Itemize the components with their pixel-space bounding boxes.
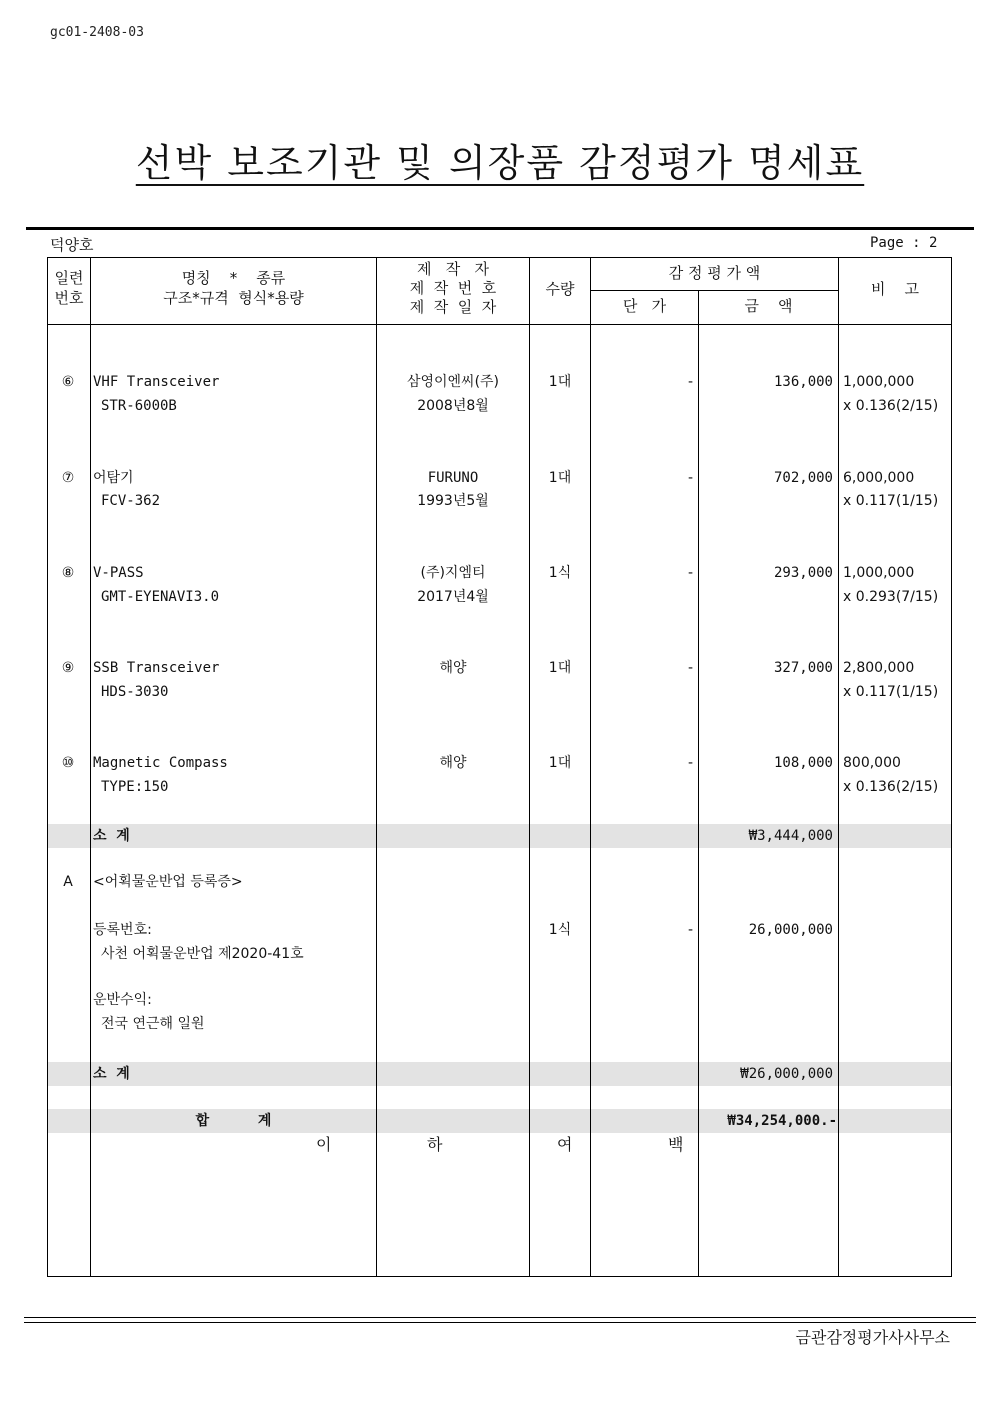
item-amount: 702,000 (773, 470, 833, 486)
item-amount: 327,000 (773, 660, 833, 676)
header-name-line1: 명칭 * 종류 (181, 269, 286, 287)
license-income-value: 전국 연근해 일원 (101, 1016, 205, 1032)
subtotal-amount: ₩3,444,000 (748, 828, 833, 844)
subtotal-label: 소 계 (93, 828, 130, 844)
item-unit-price: - (687, 660, 693, 676)
header-name (91, 268, 376, 308)
header-no-line2: 번호 (54, 289, 84, 307)
item-note-base: 1,000,000 (843, 374, 915, 390)
item-date: 2008년8월 (417, 398, 489, 414)
total-label: 합 계 (195, 1113, 272, 1129)
top-divider (26, 227, 974, 230)
item-note-rate: x 0.136(2/15) (843, 398, 939, 414)
item-unit-price: - (687, 755, 693, 771)
row-number: ⑥ (61, 374, 75, 390)
subtotal-label: 소 계 (93, 1066, 130, 1082)
header-maker-line1: 제 작 자 (416, 260, 490, 278)
item-unit-price: - (687, 565, 693, 581)
header-no-line1: 일련 (54, 269, 84, 287)
item-spec: GMT-EYENAVI3.0 (101, 589, 220, 605)
item-note-base: 800,000 (843, 755, 901, 771)
below-mark-2: 하 (427, 1135, 443, 1154)
license-reg-label: 등록번호: (93, 922, 152, 938)
header-maker-line2: 제 작 번 호 (409, 279, 497, 297)
header-unit-price: 단 가 (622, 297, 667, 315)
item-name: VHF Transceiver (93, 374, 220, 390)
item-spec: STR-6000B (101, 398, 177, 414)
item-name: V-PASS (93, 565, 144, 581)
item-note-rate: x 0.293(7/15) (843, 589, 939, 605)
item-note-base: 1,000,000 (843, 565, 915, 581)
header-amount: 금 액 (744, 297, 793, 315)
header-maker-line3: 제 작 일 자 (409, 298, 497, 316)
total-amount: ₩34,254,000.- (727, 1113, 837, 1129)
license-income-label: 운반수익: (93, 992, 152, 1008)
item-maker: 해양 (439, 660, 467, 676)
row-number: ⑦ (61, 470, 75, 486)
item-name: SSB Transceiver (93, 660, 220, 676)
item-maker: (주)지엠티 (420, 565, 486, 581)
item-date: 1993년5월 (417, 493, 489, 509)
page-title-text: 선박 보조기관 및 의장품 감정평가 명세표 (135, 141, 865, 185)
page-title (0, 132, 1000, 187)
below-mark-1: 이 (316, 1135, 332, 1154)
office-name: 금관감정평가사사무소 (795, 1328, 950, 1347)
license-title: <어획물운반업 등록증> (93, 874, 243, 890)
item-qty: 1식 (548, 565, 572, 581)
header-appraisal: 감 정 평 가 액 (668, 264, 761, 282)
row-number: ⑨ (61, 660, 75, 676)
header-qty: 수량 (545, 280, 575, 298)
license-qty: 1식 (548, 922, 572, 938)
header-no (48, 268, 90, 308)
header-remarks: 비 고 (870, 280, 920, 298)
item-amount: 136,000 (773, 374, 833, 390)
below-mark-3: 여 (557, 1135, 573, 1154)
item-maker: FURUNO (427, 470, 479, 486)
license-unit-price: - (687, 922, 693, 938)
row-number: A (63, 874, 73, 890)
header-subdivider (590, 290, 838, 291)
item-name: Magnetic Compass (93, 755, 228, 771)
item-unit-price: - (687, 470, 693, 486)
item-amount: 108,000 (773, 755, 833, 771)
item-amount: 293,000 (773, 565, 833, 581)
item-spec: TYPE:150 (101, 779, 169, 795)
header-maker (377, 260, 529, 317)
item-maker: 해양 (439, 755, 467, 771)
item-note-rate: x 0.117(1/15) (843, 493, 939, 509)
item-unit-price: - (687, 374, 693, 390)
page-number: Page : 2 (870, 235, 938, 251)
license-reg-value: 사천 어획물운반업 제2020-41호 (101, 946, 304, 962)
below-mark-4: 백 (668, 1135, 684, 1154)
col-divider (838, 257, 839, 1277)
item-qty: 1대 (548, 470, 572, 486)
row-number: ⑧ (61, 565, 75, 581)
item-name: 어탐기 (93, 470, 134, 486)
document-id: gc01-2408-03 (50, 25, 144, 40)
item-qty: 1대 (548, 660, 572, 676)
license-amount: 26,000,000 (748, 922, 833, 938)
subtotal-amount: ₩26,000,000 (740, 1066, 833, 1082)
vessel-name: 덕양호 (50, 236, 94, 254)
item-maker: 삼영이엔씨(주) (406, 374, 500, 390)
item-note-base: 6,000,000 (843, 470, 915, 486)
item-note-rate: x 0.117(1/15) (843, 684, 939, 700)
footer-divider (24, 1317, 976, 1318)
footer-divider (24, 1322, 976, 1323)
item-spec: HDS-3030 (101, 684, 169, 700)
header-name-line2: 구조*규격 형식*용량 (163, 289, 304, 307)
header-divider (47, 324, 952, 325)
item-note-base: 2,800,000 (843, 660, 915, 676)
item-spec: FCV-362 (101, 493, 161, 509)
item-date: 2017년4월 (417, 589, 489, 605)
item-qty: 1대 (548, 374, 572, 390)
row-number: ⑩ (61, 755, 75, 771)
item-qty: 1대 (548, 755, 572, 771)
item-note-rate: x 0.136(2/15) (843, 779, 939, 795)
